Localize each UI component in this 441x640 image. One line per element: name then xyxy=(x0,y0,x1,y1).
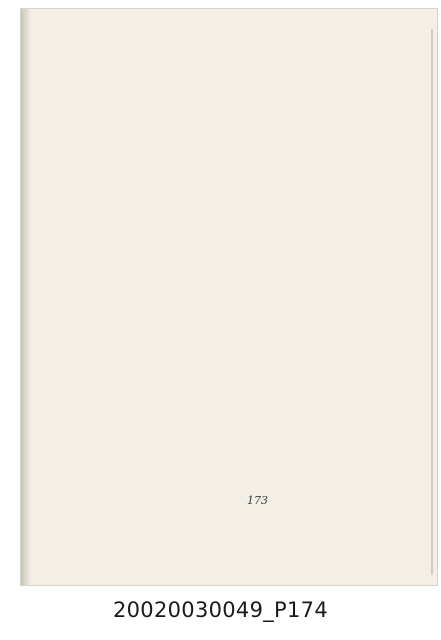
document-page xyxy=(20,8,438,586)
text-column xyxy=(299,65,319,465)
text-column xyxy=(203,65,223,465)
page-number: 173 xyxy=(247,494,268,507)
image-caption: 20020030049_P174 xyxy=(112,598,328,622)
binding-shadow xyxy=(21,9,31,585)
text-column xyxy=(343,65,363,465)
text-column xyxy=(231,65,251,465)
text-column xyxy=(277,65,297,465)
text-column xyxy=(181,65,201,465)
text-column xyxy=(321,65,341,465)
vertical-text-area xyxy=(105,65,363,465)
text-column xyxy=(153,65,173,465)
page-edge xyxy=(431,29,433,575)
text-column xyxy=(255,65,275,465)
